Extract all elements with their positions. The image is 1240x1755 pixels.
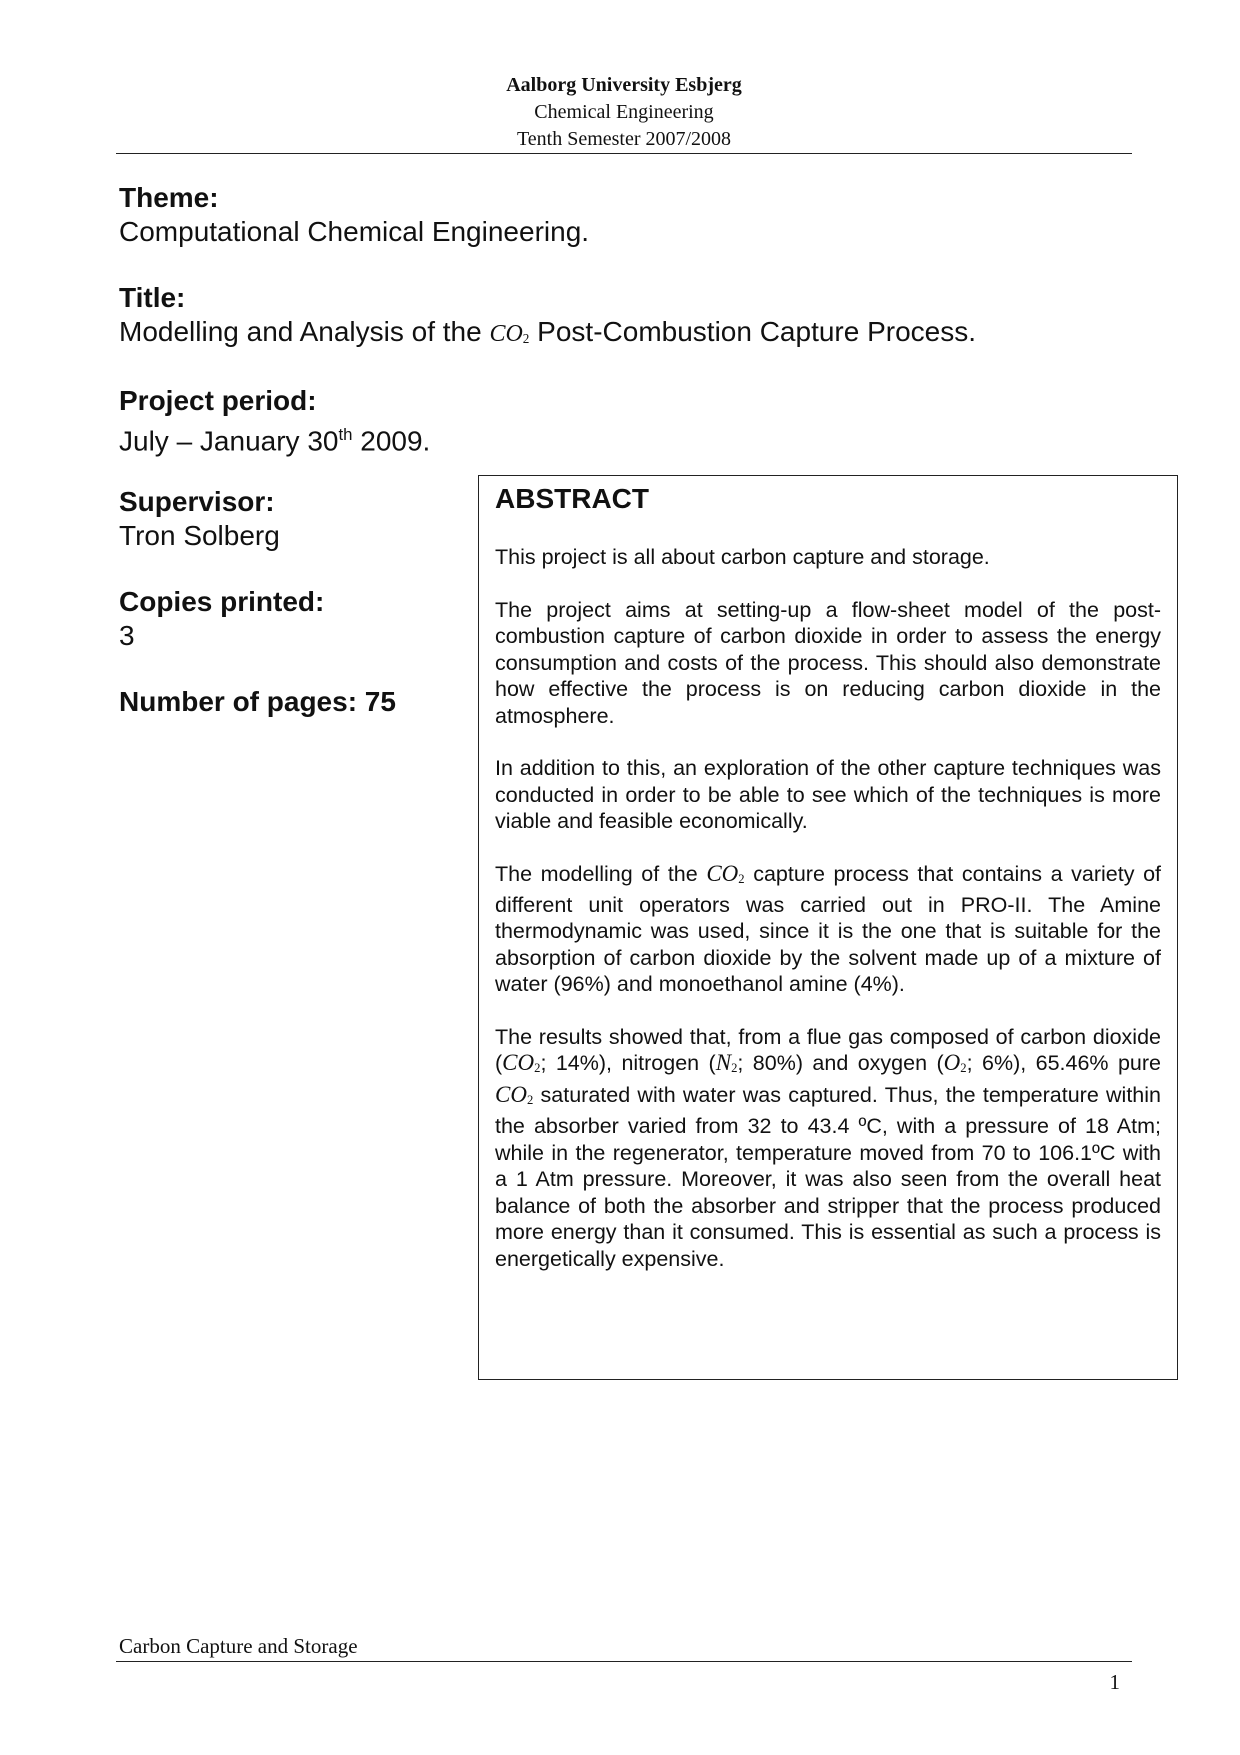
supervisor-section — [119, 485, 280, 553]
abstract-body — [495, 544, 1161, 1298]
co2-formula: $CO_2$ — [489, 321, 530, 347]
title-value — [119, 315, 976, 356]
title-text-after: Post-Combustion Capture Process. — [529, 316, 977, 347]
abstract-paragraph-2: The project aims at setting-up a flow-sheet model of the post-combustion capture of carbon dioxide in order to assess the energy consumption and costs of the process. This should also demonstrate how effective the process is on reducing carbon dioxide in the atmosphere. — [495, 597, 1161, 728]
project-period-label: Project period: — [119, 385, 317, 416]
theme-section — [119, 181, 589, 249]
header-rule — [116, 153, 1132, 154]
abstract-paragraph-1: This project is all about carbon capture and storage. — [495, 545, 990, 569]
pages-label: Number of pages: 75 — [119, 686, 396, 717]
abstract-paragraph-4: The modelling of the $CO_2$ capture process that contains a variety of different unit operators was carried out in PRO-II. The Amine thermodynamic was used, since it is the one that is suitable for the absorption of carbon dioxide by the solvent made up of a mixture of water (96%) and monoethanol amine (4%). — [495, 860, 1161, 997]
page-header — [116, 72, 1132, 153]
abstract-paragraph-3: In addition to this, an exploration of the other capture techniques was conducted in order to be able to see which of the techniques is more viable and feasible economically. — [495, 756, 1161, 833]
project-period-value: July – January 30th 2009. — [119, 425, 431, 457]
abstract-box — [478, 475, 1178, 1380]
page-number: 1 — [1109, 1670, 1120, 1694]
project-period-section — [119, 384, 430, 458]
abstract-paragraph-5: The results showed that, from a flue gas composed of carbon dioxide ($CO_2$; 14%), nitrogen ($N_2$; 80%) and oxygen ($O_2$; 6%), 65.46% pure $CO_2$ saturated with water was captured. Thus, the temperature within the absorber varied from 32 to 43.4 ºC, with a pressure of 18 Atm; while in the regenerator, temperature moved from 70 to 106.1ºC with a 1 Atm pressure. Moreover, it was also seen from the overall heat balance of both the absorber and stripper that the process produced more energy than it consumed. This is essential as such a process is energetically expensive. — [495, 1024, 1162, 1271]
copies-section — [119, 585, 324, 653]
title-section — [119, 281, 976, 356]
university-name: Aalborg University Esbjerg — [506, 74, 742, 96]
theme-value: Computational Chemical Engineering. — [119, 216, 590, 247]
co2-formula: $CO_2$ — [706, 860, 745, 886]
supervisor-value: Tron Solberg — [119, 520, 280, 551]
co2-formula: $CO_2$ — [502, 1050, 541, 1076]
title-text-before: Modelling and Analysis of the — [119, 316, 490, 347]
copies-label: Copies printed: — [119, 586, 325, 617]
o2-formula: $O_2$ — [943, 1050, 967, 1076]
footer-title: Carbon Capture and Storage — [119, 1634, 358, 1658]
supervisor-label: Supervisor: — [119, 486, 275, 517]
theme-label: Theme: — [119, 182, 219, 213]
title-label: Title: — [119, 282, 186, 313]
footer-rule — [116, 1661, 1132, 1662]
semester-line: Tenth Semester 2007/2008 — [516, 128, 732, 150]
copies-value: 3 — [119, 620, 135, 651]
co2-formula: $CO_2$ — [495, 1081, 534, 1107]
abstract-heading: ABSTRACT — [495, 483, 649, 514]
pages-section — [119, 685, 396, 719]
n2-formula: $N_2$ — [715, 1050, 738, 1076]
department-name: Chemical Engineering — [534, 101, 714, 123]
